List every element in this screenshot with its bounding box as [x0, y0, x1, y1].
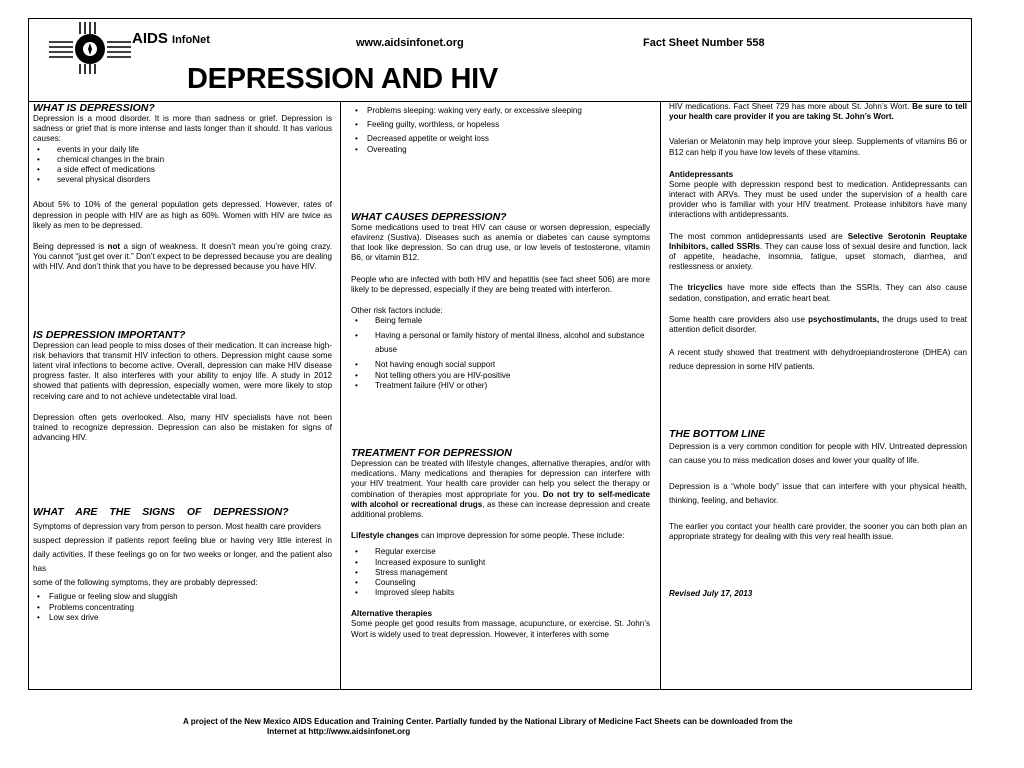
site-url[interactable]: www.aidsinfonet.org	[356, 37, 464, 49]
paragraph: Depression is a “whole body” issue that can interfere with your physical health, thinking, feeling, and behavior.	[669, 482, 967, 506]
section-heading: TREATMENT FOR DEPRESSION	[351, 447, 512, 460]
paragraph: Lifestyle changes can improve depression for some people. These include:	[351, 531, 625, 541]
column-divider	[660, 101, 661, 690]
list-item: • Counseling	[351, 578, 650, 588]
list-item: • Increased exposure to sunlight	[351, 558, 650, 568]
causes-list	[33, 145, 332, 186]
list-item: • Overeating	[351, 145, 650, 155]
paragraph: The earlier you contact your health care provider, the sooner you can both plan an appropriate strategy for dealing with this very real health issue.	[669, 522, 967, 542]
section-heading: THE BOTTOM LINE	[669, 428, 766, 441]
symptoms-list	[33, 592, 332, 623]
list-item: • events in your daily life	[33, 145, 332, 155]
list-item: • Regular exercise	[351, 547, 650, 557]
symptoms-list-continued	[351, 106, 650, 155]
section-heading: WHAT IS DEPRESSION?	[33, 102, 155, 114]
paragraph: The tricyclics have more side effects than the SSRIs. They can also cause sedation, constipation, and erratic heart beat.	[669, 283, 967, 303]
list-item: • Treatment failure (HIV or other)	[351, 381, 650, 391]
paragraph: Valerian or Melatonin may help improve your sleep. Supplements of vitamins B6 or B12 can help if you have low levels of these vitamins.	[669, 137, 967, 157]
org-name: AIDS InfoNet	[132, 30, 210, 47]
zia-sun-logo-icon	[45, 22, 135, 74]
paragraph: Depression is a mood disorder. It is more than sadness or grief. Depression is sadness or grief that is more intense and lasts longer than it should. It has various causes:	[33, 114, 332, 144]
list-item: • Fatigue or feeling slow and sluggish	[33, 592, 332, 602]
list-item: • Having a personal or family history of mental illness, alcohol and substance abuse	[351, 329, 650, 357]
section-heading: WHAT ARE THE SIGNS OF DEPRESSION?	[33, 506, 289, 519]
list-item: • several physical disorders	[33, 175, 332, 185]
list-item: • Problems concentrating	[33, 603, 332, 613]
list-item: • a side effect of medications	[33, 165, 332, 175]
paragraph: Some medications used to treat HIV can cause or worsen depression, especially efavirenz (Sustiva). Diseases such as anemia or diabetes can cause symptoms that look like depression. So can drug use, or low levels of testosterone, vitamin B6, or vitamin B12.	[351, 222, 650, 263]
list-item: • Low sex drive	[33, 613, 332, 623]
subsection-heading: Antidepressants	[669, 169, 734, 179]
footer-line: A project of the New Mexico AIDS Education and Training Center. Partially funded by the National Library of Medicine Fact Sheets can be downloaded from the	[183, 717, 793, 726]
list-item: • Problems sleeping: waking very early, or excessive sleeping	[351, 106, 650, 116]
paragraph: Other risk factors include:	[351, 306, 443, 316]
paragraph: Depression can lead people to miss doses of their medication. It can increase high-risk behaviors that transmit HIV infection to others. Depression might cause some latent viral infections to become active. Overall, depression can make HIV disease progress faster. It also interferes with your ability to enjoy life. A study in 2012 showed that patients with depression, especially women, were more likely to stop receiving care and to not achieve undetectable viral load.	[33, 340, 332, 401]
section-heading: WHAT CAUSES DEPRESSION?	[351, 210, 507, 223]
section-heading: IS DEPRESSION IMPORTANT?	[33, 328, 186, 341]
list-item: • Improved sleep habits	[351, 588, 650, 598]
paragraph: About 5% to 10% of the general population gets depressed. However, rates of depression in people with HIV are as high as 60%. Women with HIV are twice as likely as men to be depressed.	[33, 200, 332, 230]
paragraph: People who are infected with both HIV and hepatitis (see fact sheet 506) are more likely to be depressed, especially if they are being treated with interferon.	[351, 274, 650, 294]
list-item: • Decreased appetite or weight loss	[351, 134, 650, 144]
column-3	[669, 102, 967, 689]
column-2	[351, 102, 650, 689]
list-item: • Feeling guilty, worthless, or hopeless	[351, 120, 650, 130]
paragraph: HIV medications. Fact Sheet 729 has more about St. John’s Wort. Be sure to tell your health care provider if you are taking St. John’s Wort.	[669, 102, 967, 122]
column-divider	[340, 101, 341, 690]
paragraph: The most common antidepressants used are Selective Serotonin Reuptake Inhibitors, called SSRIs. They can cause loss of sexual desire and function, lack of appetite, headache, insomnia, fatigue, upset stomach, diarrhea, and restlessness or anxiety.	[669, 231, 967, 272]
revised-date: Revised July 17, 2013	[669, 588, 753, 598]
paragraph: suspect depression if patients report feeling blue or having very little interest in daily activities. If these feelings go on for two weeks or longer, and the patient also has	[33, 536, 332, 574]
paragraph: Some people with depression respond best to medication. Antidepressants can interact with ARVs. They must be used under the supervision of a health care provider who is familiar with your HIV treatment. Protease inhibitors have many interactions with antidepressants.	[669, 179, 967, 220]
list-item: • Not having enough social support	[351, 360, 650, 370]
paragraph: Some health care providers also use psychostimulants, the drugs used to treat attention deficit disorder.	[669, 314, 967, 335]
paragraph: Some people get good results from massage, acupuncture, or exercise. St. John’s Wort is widely used to treat depression. However, it interferes with some	[351, 619, 650, 639]
footer-link[interactable]: Internet at http://www.aidsinfonet.org	[267, 727, 411, 736]
paragraph: Depression is a very common condition for people with HIV. Untreated depression can cause you to miss medication doses and lower your quality of life.	[669, 442, 967, 466]
paragraph: Depression often gets overlooked. Also, many HIV specialists have not been trained to recognize depression. Depression can also be mistaken for signs of advancing HIV.	[33, 412, 332, 443]
column-1	[33, 102, 332, 689]
paragraph: Depression can be treated with lifestyle changes, alternative therapies, and/or with medications. Many medications and therapies for depression can interfere with your HIV treatment. Your health care provider can help you select the therapy or combination of therapies most appropriate for you. Do not try to self-medicate with alcohol or recreational drugs, as these can increase depression and create additional problems.	[351, 459, 650, 520]
list-item: • Not telling others you are HIV-positive	[351, 371, 650, 381]
subsection-heading: Alternative therapies	[351, 609, 432, 619]
lifestyle-list	[351, 547, 650, 598]
page-title: DEPRESSION AND HIV	[187, 63, 498, 95]
risk-factors-list	[351, 316, 650, 391]
list-item: • Being female	[351, 316, 650, 326]
paragraph: A recent study showed that treatment with dehydroepiandrosterone (DHEA) can reduce depression in some HIV patients.	[669, 348, 967, 372]
list-item: • Stress management	[351, 568, 650, 578]
paragraph: some of the following symptoms, they are probably depressed:	[33, 578, 258, 588]
list-item: • chemical changes in the brain	[33, 155, 332, 165]
paragraph: Symptoms of depression vary from person to person. Most health care providers	[33, 522, 321, 532]
paragraph: Being depressed is not a sign of weakness. It doesn’t mean you’re going crazy. You cannot “just get over it.” Don’t expect to be depressed because you are dealing with HIV. And don’t think that you have to be depressed because you have HIV.	[33, 242, 332, 272]
fact-sheet-number: Fact Sheet Number 558	[643, 37, 765, 49]
